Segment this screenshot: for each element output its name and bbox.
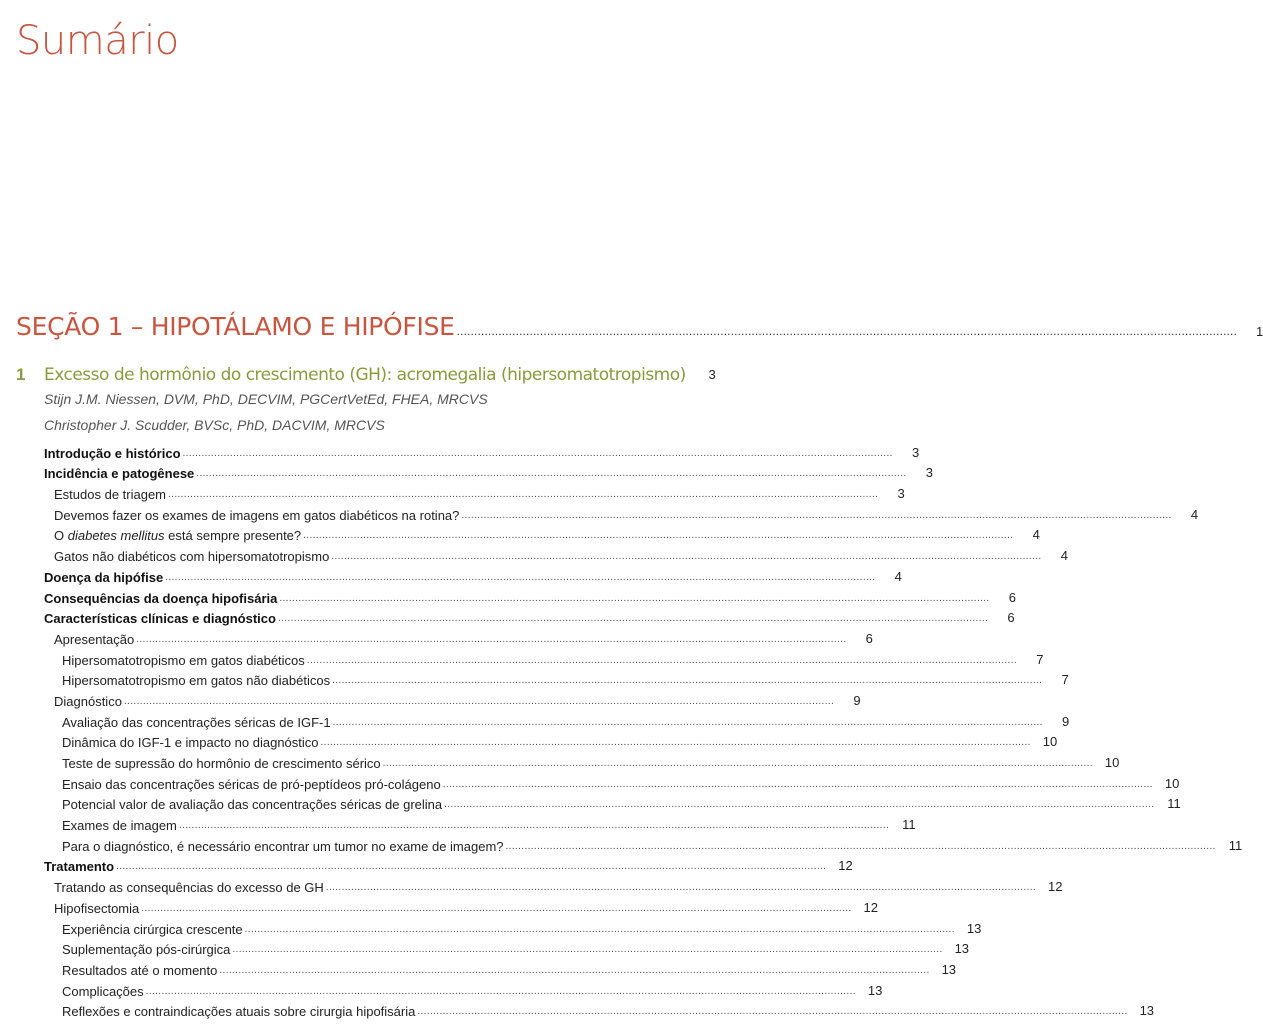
toc-entry-page: 6 xyxy=(1007,610,1015,626)
toc-entry-label: Resultados até o momento xyxy=(62,962,218,978)
toc-entry-label: Potencial valor de avaliação das concentrações séricas de grelina xyxy=(62,797,443,813)
toc-entry-label: Dinâmica do IGF-1 e impacto no diagnóstico xyxy=(62,735,319,751)
leader-dots xyxy=(326,883,1035,893)
leader-dots xyxy=(232,945,941,955)
toc-entry[interactable] xyxy=(44,958,957,979)
section-title: SEÇÃO 1 – HIPOTÁLAMO E HIPÓFISE xyxy=(16,312,455,341)
leader-dots xyxy=(168,490,877,500)
toc-entry-page: 4 xyxy=(1060,548,1068,564)
leader-dots xyxy=(331,552,1040,562)
toc-entry-page: 7 xyxy=(1036,651,1044,667)
toc-entry-page: 10 xyxy=(1164,775,1180,791)
toc-entry-label: Hipersomatotropismo em gatos não diabéticos xyxy=(62,673,331,689)
toc-entries xyxy=(44,441,1243,1020)
leader-dots xyxy=(383,759,1092,769)
chapter-page: 3 xyxy=(708,367,716,382)
leader-dots xyxy=(141,904,850,914)
toc-entry-label: Hipofisectomia xyxy=(54,900,140,916)
toc-entry-label: Doença da hipófise xyxy=(44,569,164,585)
toc-entry-page: 13 xyxy=(1139,1003,1155,1019)
toc-entry[interactable] xyxy=(44,544,1068,565)
toc-entry-label: Apresentação xyxy=(54,631,135,647)
toc-entry-page: 11 xyxy=(1228,837,1243,853)
toc-entry-label: Tratamento xyxy=(44,859,115,875)
toc-entry[interactable] xyxy=(44,772,1180,793)
toc-entry-label: Exames de imagem xyxy=(62,818,177,834)
label-prefix: O xyxy=(54,528,68,544)
toc-entry-page: 13 xyxy=(941,961,957,977)
toc-entry[interactable] xyxy=(44,813,916,834)
toc-entry-label: Experiência cirúrgica crescente xyxy=(62,921,243,937)
toc-entry[interactable] xyxy=(44,731,1058,752)
toc-entry-page: 11 xyxy=(902,817,916,833)
toc-entry-page: 12 xyxy=(1048,879,1063,895)
toc-entry-label: Complicações xyxy=(62,983,144,999)
toc-entry-label: Suplementação pós-cirúrgica xyxy=(62,942,231,958)
chapter-title: Excesso de hormônio do crescimento (GH): acromegalia (hipersomatotropismo) xyxy=(44,365,686,385)
toc-entry-page: 11 xyxy=(1167,796,1181,812)
toc-entry-label: Gatos não diabéticos com hipersomatotropismo xyxy=(54,549,330,565)
toc-entry-page: 4 xyxy=(894,568,902,584)
toc-entry[interactable] xyxy=(44,938,970,959)
toc-entry[interactable] xyxy=(44,586,1017,607)
toc-entry-label: Diagnóstico xyxy=(54,693,122,709)
section-page: 1 xyxy=(1256,324,1263,339)
toc-entry-page: 3 xyxy=(911,444,920,460)
toc-entry-label xyxy=(54,528,301,544)
leader-dots xyxy=(179,821,888,831)
toc-entry-page: 7 xyxy=(1061,672,1069,688)
toc-entry-label: Para o diagnóstico, é necessário encontrar um tumor no exame de imagem? xyxy=(62,838,504,854)
leader-dots xyxy=(303,531,1012,541)
leader-dots xyxy=(183,449,892,459)
leader-dots xyxy=(506,842,1215,852)
toc-entry[interactable] xyxy=(44,524,1040,545)
label-emphasis: diabetes mellitus xyxy=(67,528,165,544)
toc-entry[interactable] xyxy=(44,917,982,938)
toc-entry-label: Ensaio das concentrações séricas de pró-peptídeos pró-colágeno xyxy=(62,776,441,792)
label-suffix: está sempre presente? xyxy=(164,528,302,544)
toc-entry[interactable] xyxy=(44,875,1063,896)
toc-entry[interactable] xyxy=(44,648,1044,669)
toc-entry[interactable] xyxy=(44,751,1120,772)
leader-dots xyxy=(332,676,1041,686)
toc-entry-label: Teste de supressão do hormônio de crescimento sérico xyxy=(62,756,381,771)
toc-entry[interactable] xyxy=(44,855,853,876)
toc-entry-page: 13 xyxy=(966,920,982,936)
toc-entry[interactable] xyxy=(44,441,920,462)
leader-dots xyxy=(461,511,1170,521)
toc-entry[interactable] xyxy=(44,503,1199,524)
toc-entry-page: 6 xyxy=(865,630,873,646)
chapter-author: Christopher J. Scudder, BVSc, PhD, DACVIM, MRCVS xyxy=(44,417,385,433)
toc-section-1[interactable] xyxy=(16,306,1263,342)
leader-dots xyxy=(417,1007,1126,1017)
leader-dots xyxy=(146,987,855,997)
toc-entry[interactable] xyxy=(44,793,1181,814)
toc-entry-page: 9 xyxy=(1062,713,1070,729)
toc-entry-page: 4 xyxy=(1190,506,1199,522)
toc-entry[interactable] xyxy=(44,689,861,710)
toc-entry-label: Introdução e histórico xyxy=(44,445,181,461)
toc-entry-page: 3 xyxy=(925,465,933,481)
toc-entry[interactable] xyxy=(44,565,902,586)
leader-dots xyxy=(279,594,988,604)
leader-dots xyxy=(278,614,987,624)
toc-entry-label: Consequências da doença hipofisária xyxy=(44,590,278,606)
toc-entry[interactable] xyxy=(44,896,878,917)
leader-dots xyxy=(333,718,1042,728)
toc-entry-label: Tratando as consequências do excesso de GH xyxy=(54,880,324,896)
toc-entry-label: Avaliação das concentrações séricas de IGF-1 xyxy=(62,714,331,730)
toc-entry-page: 3 xyxy=(897,486,905,502)
toc-entry-label: Incidência e patogênese xyxy=(44,466,195,482)
toc-entry-label: Devemos fazer os exames de imagens em gatos diabéticos na rotina? xyxy=(54,507,460,523)
toc-entry[interactable] xyxy=(44,669,1069,690)
leader-dots xyxy=(136,635,845,645)
leader-dots xyxy=(116,862,825,872)
toc-entry[interactable] xyxy=(44,607,1015,628)
leader-dots xyxy=(307,656,1016,666)
toc-chapter-1[interactable] xyxy=(16,360,716,386)
leader-dots xyxy=(165,573,874,583)
toc-entry-page: 12 xyxy=(863,899,878,915)
toc-entry-label: Características clínicas e diagnóstico xyxy=(44,611,276,627)
toc-entry-page: 12 xyxy=(838,858,853,874)
chapter-author: Stijn J.M. Niessen, DVM, PhD, DECVIM, PGCertVetEd, FHEA, MRCVS xyxy=(44,391,488,407)
leader-dots xyxy=(196,469,905,479)
toc-entry[interactable] xyxy=(44,834,1243,855)
toc-entry[interactable] xyxy=(44,979,883,1000)
toc-entry-label: Hipersomatotropismo em gatos diabéticos xyxy=(62,652,305,668)
leader-dots xyxy=(443,780,1152,790)
toc-entry-label: Reflexões e contraindicações atuais sobre cirurgia hipofisária xyxy=(62,1004,416,1020)
toc-entry-page: 9 xyxy=(853,692,861,708)
toc-entry-page: 4 xyxy=(1032,527,1040,543)
toc-entry-page: 6 xyxy=(1008,589,1017,605)
leader-dots xyxy=(321,738,1030,748)
leader-dots xyxy=(219,966,928,976)
leader-dots xyxy=(444,800,1153,810)
toc-entry-page: 10 xyxy=(1104,755,1120,770)
toc-entry-page: 10 xyxy=(1042,734,1058,750)
toc-entry-label: Estudos de triagem xyxy=(54,487,167,503)
toc-entry[interactable] xyxy=(44,482,905,503)
leader-dots xyxy=(124,697,833,707)
leader-dots xyxy=(457,325,1236,337)
toc-entry[interactable] xyxy=(44,710,1070,731)
toc-entry-page: 13 xyxy=(867,982,883,998)
toc-entry-page: 13 xyxy=(954,941,970,957)
toc-entry[interactable] xyxy=(44,627,873,648)
toc-entry[interactable] xyxy=(44,1000,1155,1021)
toc-entry[interactable] xyxy=(44,462,933,483)
page-title: Sumário xyxy=(16,18,179,64)
chapter-number: 1 xyxy=(16,365,26,384)
leader-dots xyxy=(245,925,954,935)
